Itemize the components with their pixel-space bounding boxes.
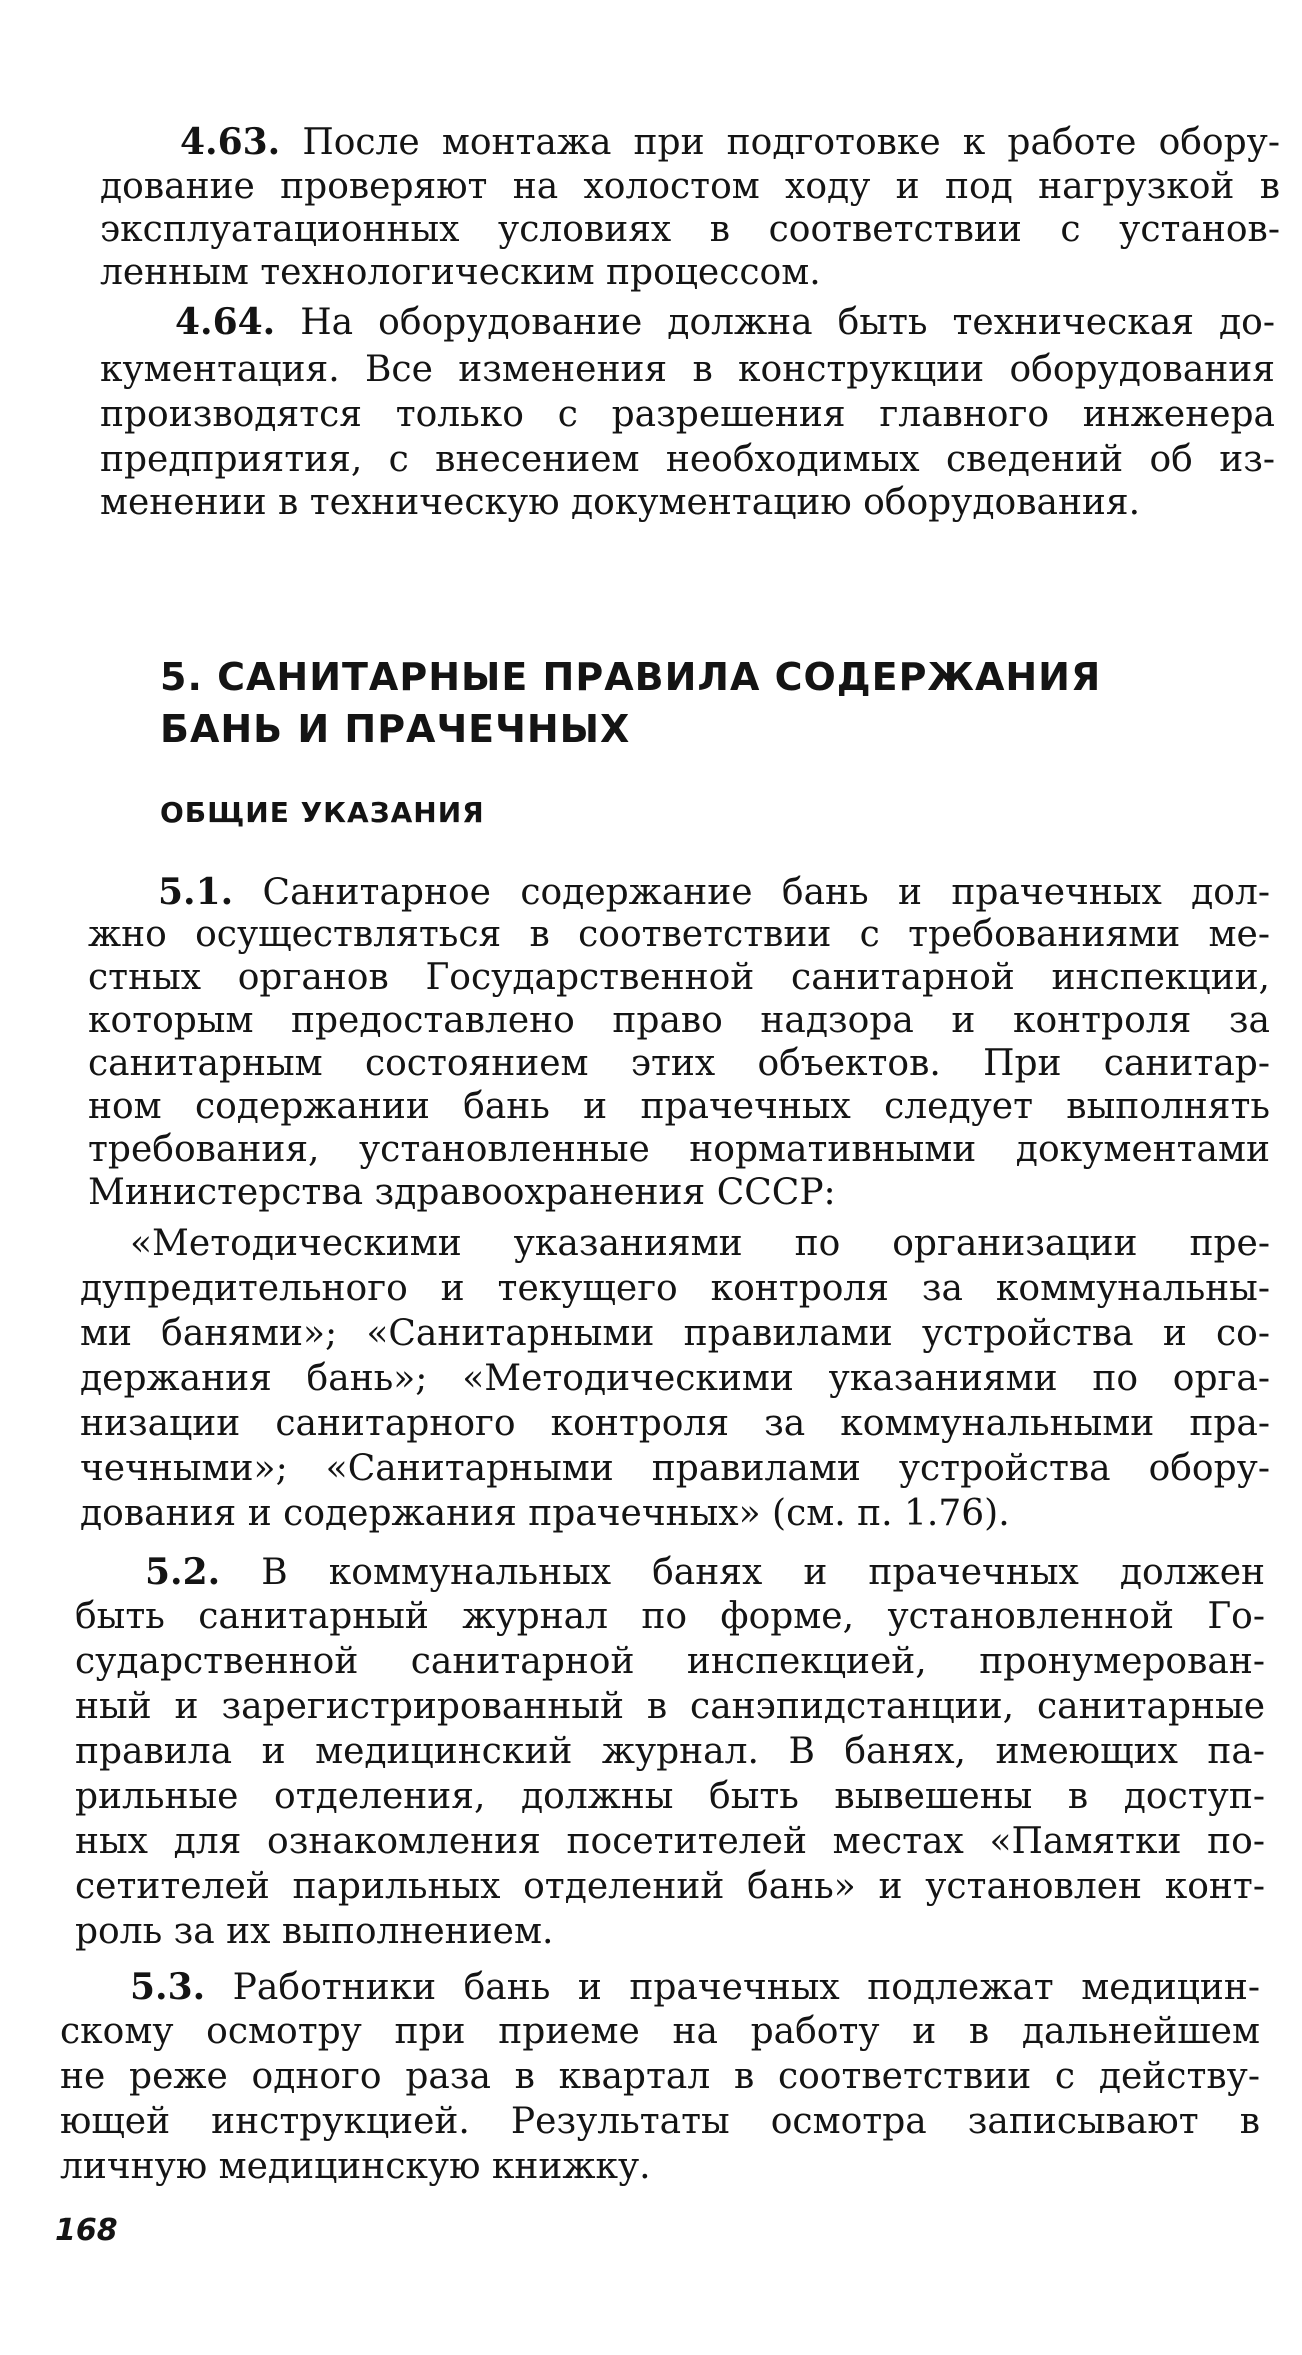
paragraph-5-2-line-2: быть санитарный журнал по форме, установленной Го-	[75, 1596, 1265, 1637]
paragraph-4-63-line-4: ленным технологическим процессом.	[100, 252, 821, 293]
paragraph-number: 4.63.	[180, 121, 281, 163]
paragraph-5-3-line-4: ющей инструкцией. Результаты осмотра записывают в	[60, 2101, 1260, 2142]
paragraph-number: 5.2.	[145, 1551, 221, 1593]
paragraph-5-2-line-1: 5.2. В коммунальных банях и прачечных должен	[145, 1551, 1265, 1593]
paragraph-4-63-line-2: дование проверяют на холостом ходу и под нагрузкой в	[100, 166, 1280, 207]
paragraph-5-3-line-1: 5.3. Работники бань и прачечных подлежат медицин-	[130, 1966, 1260, 2008]
page-number: 168	[55, 2213, 118, 2248]
paragraph-5-1-line-7: требования, установленные нормативными документами	[88, 1129, 1270, 1170]
paragraph-4-64-line-1: 4.64. На оборудование должна быть техническая до-	[175, 301, 1275, 343]
paragraph-5-1b-line-6: чечными»; «Санитарными правилами устройства обору-	[80, 1448, 1270, 1489]
paragraph-5-3-line-5: личную медицинскую книжку.	[60, 2146, 651, 2187]
paragraph-5-1-line-2: жно осуществляться в соответствии с требованиями ме-	[88, 914, 1270, 955]
section-title-line-2: БАНЬ И ПРАЧЕЧНЫХ	[160, 707, 631, 751]
paragraph-5-2-line-5: правила и медицинский журнал. В банях, имеющих па-	[75, 1731, 1265, 1772]
section-title-line-1: 5. САНИТАРНЫЕ ПРАВИЛА СОДЕРЖАНИЯ	[160, 655, 1102, 699]
paragraph-4-64-line-5: менении в техническую документацию оборудования.	[100, 482, 1141, 523]
paragraph-5-1-line-6: ном содержании бань и прачечных следует выполнять	[88, 1086, 1270, 1127]
paragraph-5-1b-line-7: дования и содержания прачечных» (см. п. 1.76).	[80, 1493, 1010, 1534]
paragraph-5-2-line-3: сударственной санитарной инспекцией, пронумерован-	[75, 1641, 1265, 1682]
paragraph-5-2-line-4: ный и зарегистрированный в санэпидстанции, санитарные	[75, 1686, 1265, 1727]
paragraph-5-1-line-5: санитарным состоянием этих объектов. При санитар-	[88, 1043, 1270, 1084]
paragraph-5-2-line-8: сетителей парильных отделений бань» и установлен конт-	[75, 1866, 1265, 1907]
paragraph-5-1b-line-5: низации санитарного контроля за коммунальными пра-	[80, 1403, 1270, 1444]
paragraph-5-1b-line-4: держания бань»; «Методическими указаниями по орга-	[80, 1358, 1270, 1399]
paragraph-5-1b-line-2: дупредительного и текущего контроля за коммунальны-	[80, 1268, 1270, 1309]
paragraph-5-2-line-9: роль за их выполнением.	[75, 1911, 554, 1952]
section-subtitle: ОБЩИЕ УКАЗАНИЯ	[160, 796, 485, 829]
paragraph-5-1b-line-3: ми банями»; «Санитарными правилами устройства и со-	[80, 1313, 1270, 1354]
paragraph-4-63-line-1: 4.63. После монтажа при подготовке к работе обору-	[180, 121, 1280, 163]
paragraph-5-1b-line-1: «Методическими указаниями по организации пре-	[130, 1223, 1270, 1264]
paragraph-5-1-line-3: стных органов Государственной санитарной инспекции,	[88, 957, 1270, 998]
paragraph-5-3-line-2: скому осмотру при приеме на работу и в дальнейшем	[60, 2011, 1260, 2052]
paragraph-number: 5.1.	[158, 871, 234, 913]
paragraph-4-63-line-3: эксплуатационных условиях в соответствии с установ-	[100, 209, 1280, 250]
paragraph-number: 4.64.	[175, 301, 276, 343]
paragraph-5-2-line-6: рильные отделения, должны быть вывешены в доступ-	[75, 1776, 1265, 1817]
paragraph-5-1-line-1: 5.1. Санитарное содержание бань и прачечных дол-	[158, 871, 1270, 913]
paragraph-4-64-line-4: предприятия, с внесением необходимых сведений об из-	[100, 439, 1275, 480]
paragraph-number: 5.3.	[130, 1966, 206, 2008]
paragraph-5-3-line-3: не реже одного раза в квартал в соответствии с действу-	[60, 2056, 1260, 2097]
paragraph-5-2-line-7: ных для ознакомления посетителей местах «Памятки по-	[75, 1821, 1265, 1862]
paragraph-5-1-line-8: Министерства здравоохранения СССР:	[88, 1172, 836, 1213]
paragraph-5-1-line-4: которым предоставлено право надзора и контроля за	[88, 1000, 1270, 1041]
paragraph-4-64-line-2: кументация. Все изменения в конструкции оборудования	[100, 349, 1275, 390]
paragraph-4-64-line-3: производятся только с разрешения главного инженера	[100, 394, 1275, 435]
